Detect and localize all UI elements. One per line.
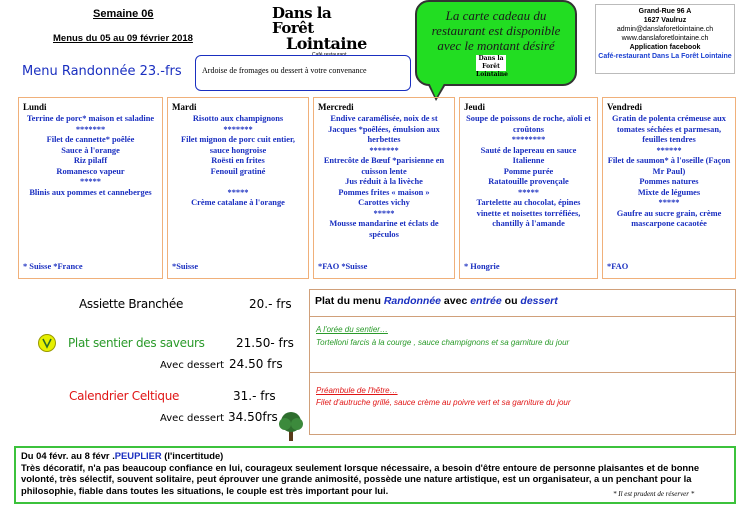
day-origin-note: *FAO xyxy=(607,262,629,271)
menu-line: Sauce à l'orange xyxy=(61,145,120,155)
day-origin-note: * Hongrie xyxy=(464,262,500,271)
horoscope-text: Très décoratif, n'a pas beaucoup confiance en lui, courageux seulement lorsque nécessaire, a besoin d'être entoure de personne plaisantes et de bonne volonté, très sélectif, souvent solitaire, peut éprouver une grande animosité, possède une nature artistique, est un organisateur, a un penchant pour la philosophie, fiable dans toutes les situations, le couple est très important pour lui. xyxy=(21,461,700,496)
plat-sentier-price: 21.50- frs xyxy=(236,336,294,350)
menu-line: Romanesco vapeur xyxy=(56,166,125,176)
day-column-3 xyxy=(459,97,598,279)
week-label: Semaine 06 xyxy=(93,8,154,20)
calendrier-celtique-price: 31.- frs xyxy=(233,389,276,403)
address-website[interactable]: www.danslaforetlointaine.ch xyxy=(621,35,709,42)
menu-line: ***** xyxy=(518,187,539,197)
reservation-note: * Il est prudent de réserver * xyxy=(613,490,695,498)
sentier-avec-dessert-label: Avec dessert xyxy=(160,360,225,371)
horoscope-subtitle: (l'incertitude) xyxy=(161,450,224,461)
menu-line: Risotto aux champignons xyxy=(192,114,284,123)
day-menu xyxy=(318,114,450,240)
plat-menu-title-mid1: avec xyxy=(441,295,471,307)
menu-line: Gratin de polenta crémeuse aux tomates séchées et parmesan, feuilles tendres xyxy=(612,114,726,144)
plat-menu-title-entree: entrée xyxy=(470,295,502,307)
day-menu xyxy=(172,114,304,209)
menu-line: Sauté de lapereau en sauce Italienne xyxy=(480,145,577,165)
menu-randonnee-label: Menu Randonnée 23.-frs xyxy=(22,64,182,79)
logo-line2: Lointaine xyxy=(286,34,367,53)
menu-line: ***** xyxy=(373,208,395,218)
sentier-avec-dessert-price: 24.50 frs xyxy=(229,357,283,371)
calendrier-celtique-label: Calendrier Celtique xyxy=(69,389,180,403)
restaurant-logo xyxy=(272,4,367,58)
address-city: 1627 Vaulruz xyxy=(643,17,687,24)
menu-line: Jus réduit à la livèche xyxy=(345,177,423,186)
menu-line: Entrecôte de Bœuf *parisienne en cuisson lente xyxy=(323,156,445,176)
plat-menu-title-rando: Randonnée xyxy=(383,295,442,307)
sub1-title: A l'orée du sentier… xyxy=(316,325,388,334)
menu-line: ***** xyxy=(658,198,680,207)
menu-line: Pomme purée xyxy=(503,166,554,176)
plat-menu-divider-2 xyxy=(309,372,736,373)
plat-menu-title xyxy=(315,295,558,307)
day-menu xyxy=(23,114,158,198)
plat-sentier-label: Plat sentier des saveurs xyxy=(68,336,205,350)
menu-line: ******* xyxy=(223,124,253,134)
menu-line: Filet mignon de porc cuit entier, sauce hongroise xyxy=(181,135,295,155)
day-title: Vendredi xyxy=(607,102,643,112)
address-facebook: Application facebook xyxy=(629,44,701,51)
assiette-branchee-label: Assiette Branchée xyxy=(79,297,184,311)
plat-menu-box xyxy=(309,289,736,435)
menu-line: Mousse mandarine et éclats de spéculos xyxy=(329,219,439,239)
menu-line: Tartelette au chocolat, épines vinette et noisettes torréfiées, chantilly à l'amande xyxy=(476,198,581,228)
menu-line: Filet de cannette* poêlée xyxy=(46,135,135,144)
sub2-title: Préambule de l'hêtre… xyxy=(316,386,398,395)
day-menu xyxy=(464,114,593,230)
address-box xyxy=(595,4,735,74)
address-street: Grand-Rue 96 A xyxy=(638,8,692,15)
horoscope-tree: PEUPLIER xyxy=(114,450,162,461)
menu-line: Endive caramélisée, noix de st Jacques *poêlées, émulsion aux herbettes xyxy=(328,114,440,144)
menu-line: Gaufre au sucre grain, crème mascarpone cacaotée xyxy=(616,208,722,228)
sub1-desc: Tortelloni farcis à la courge , sauce champignons et sa garniture du jour xyxy=(316,338,570,347)
day-menu xyxy=(607,114,731,230)
ardoise-box xyxy=(195,55,411,91)
gift-card-text: La carte cadeau du restaurant est disponible avec le montant désiré xyxy=(431,8,561,53)
plat-menu-title-mid2: ou xyxy=(501,295,521,307)
day-column-1 xyxy=(167,97,309,279)
menu-line: ***** xyxy=(80,177,101,186)
day-title: Mercredi xyxy=(318,102,354,112)
menu-line: Ratatouille provençale xyxy=(488,177,569,186)
sub2-desc: Filet d'autruche grillé, sauce crème au poivre vert et sa garniture du jour xyxy=(316,398,571,407)
menu-line: ******* xyxy=(75,124,106,134)
horoscope-dates: Du 04 févr. au 8 févr . xyxy=(21,450,115,461)
logo-line1: Dans la Forêt xyxy=(272,4,332,37)
menu-line: Filet de saumon* à l'oseille (Façon Mr Paul) xyxy=(607,156,731,176)
day-origin-note: *Suisse xyxy=(172,262,199,271)
day-origin-note: * Suisse *France xyxy=(23,262,83,271)
menu-line: Terrine de porc* maison et saladine xyxy=(26,114,155,123)
menu-line: ******* xyxy=(369,145,399,155)
day-column-2 xyxy=(313,97,455,279)
plat-menu-title-prefix: Plat du menu xyxy=(315,295,384,307)
menu-line: Roësti en frites xyxy=(211,156,265,165)
menu-line: ****** xyxy=(656,145,682,155)
menu-line: Blinis aux pommes et canneberges xyxy=(29,187,152,197)
day-title: Lundi xyxy=(23,102,47,112)
menu-line: Crème catalane à l'orange xyxy=(191,198,285,207)
leaf-icon xyxy=(38,334,56,352)
menu-line: Pommes natures xyxy=(639,177,699,186)
menu-line: ***** xyxy=(227,187,249,197)
day-column-4 xyxy=(602,97,736,279)
menu-line: Pommes frites « maison » xyxy=(338,187,430,197)
day-column-0 xyxy=(18,97,163,279)
menu-line: Riz pilaff xyxy=(73,156,108,165)
plat-menu-divider-1 xyxy=(309,316,736,317)
menu-line: Carottes vichy xyxy=(358,198,410,207)
ardoise-text: Ardoise de fromages ou dessert à votre convenance xyxy=(202,66,367,75)
address-email[interactable]: admin@danslaforetlointaine.ch xyxy=(616,26,714,33)
menu-line xyxy=(172,177,304,188)
calendrier-avec-dessert-label: Avec dessert xyxy=(160,413,225,424)
day-title: Mardi xyxy=(172,102,197,112)
bubble-tail xyxy=(428,80,446,98)
address-name: Café-restaurant Dans La Forêt Lointaine xyxy=(598,53,732,60)
menu-line: ******** xyxy=(511,135,546,144)
menu-line: Soupe de poissons de roche, aïoli et croûtons xyxy=(466,114,591,134)
logo-subtitle: Café restaurant xyxy=(312,52,347,58)
tree-icon xyxy=(277,410,305,442)
plat-menu-title-dessert: dessert xyxy=(520,295,558,307)
assiette-branchee-price: 20.- frs xyxy=(249,297,292,311)
menu-line: Mixte de légumes xyxy=(637,187,701,197)
menu-dates: Menus du 05 au 09 février 2018 xyxy=(53,33,193,44)
menu-line: Fenouil gratiné xyxy=(210,166,266,176)
calendrier-avec-dessert-price: 34.50frs xyxy=(228,410,278,424)
day-title: Jeudi xyxy=(464,102,486,112)
bubble-logo: Dans la Forêt Lointaine xyxy=(476,55,508,78)
day-origin-note: *FAO *Suisse xyxy=(318,262,368,271)
